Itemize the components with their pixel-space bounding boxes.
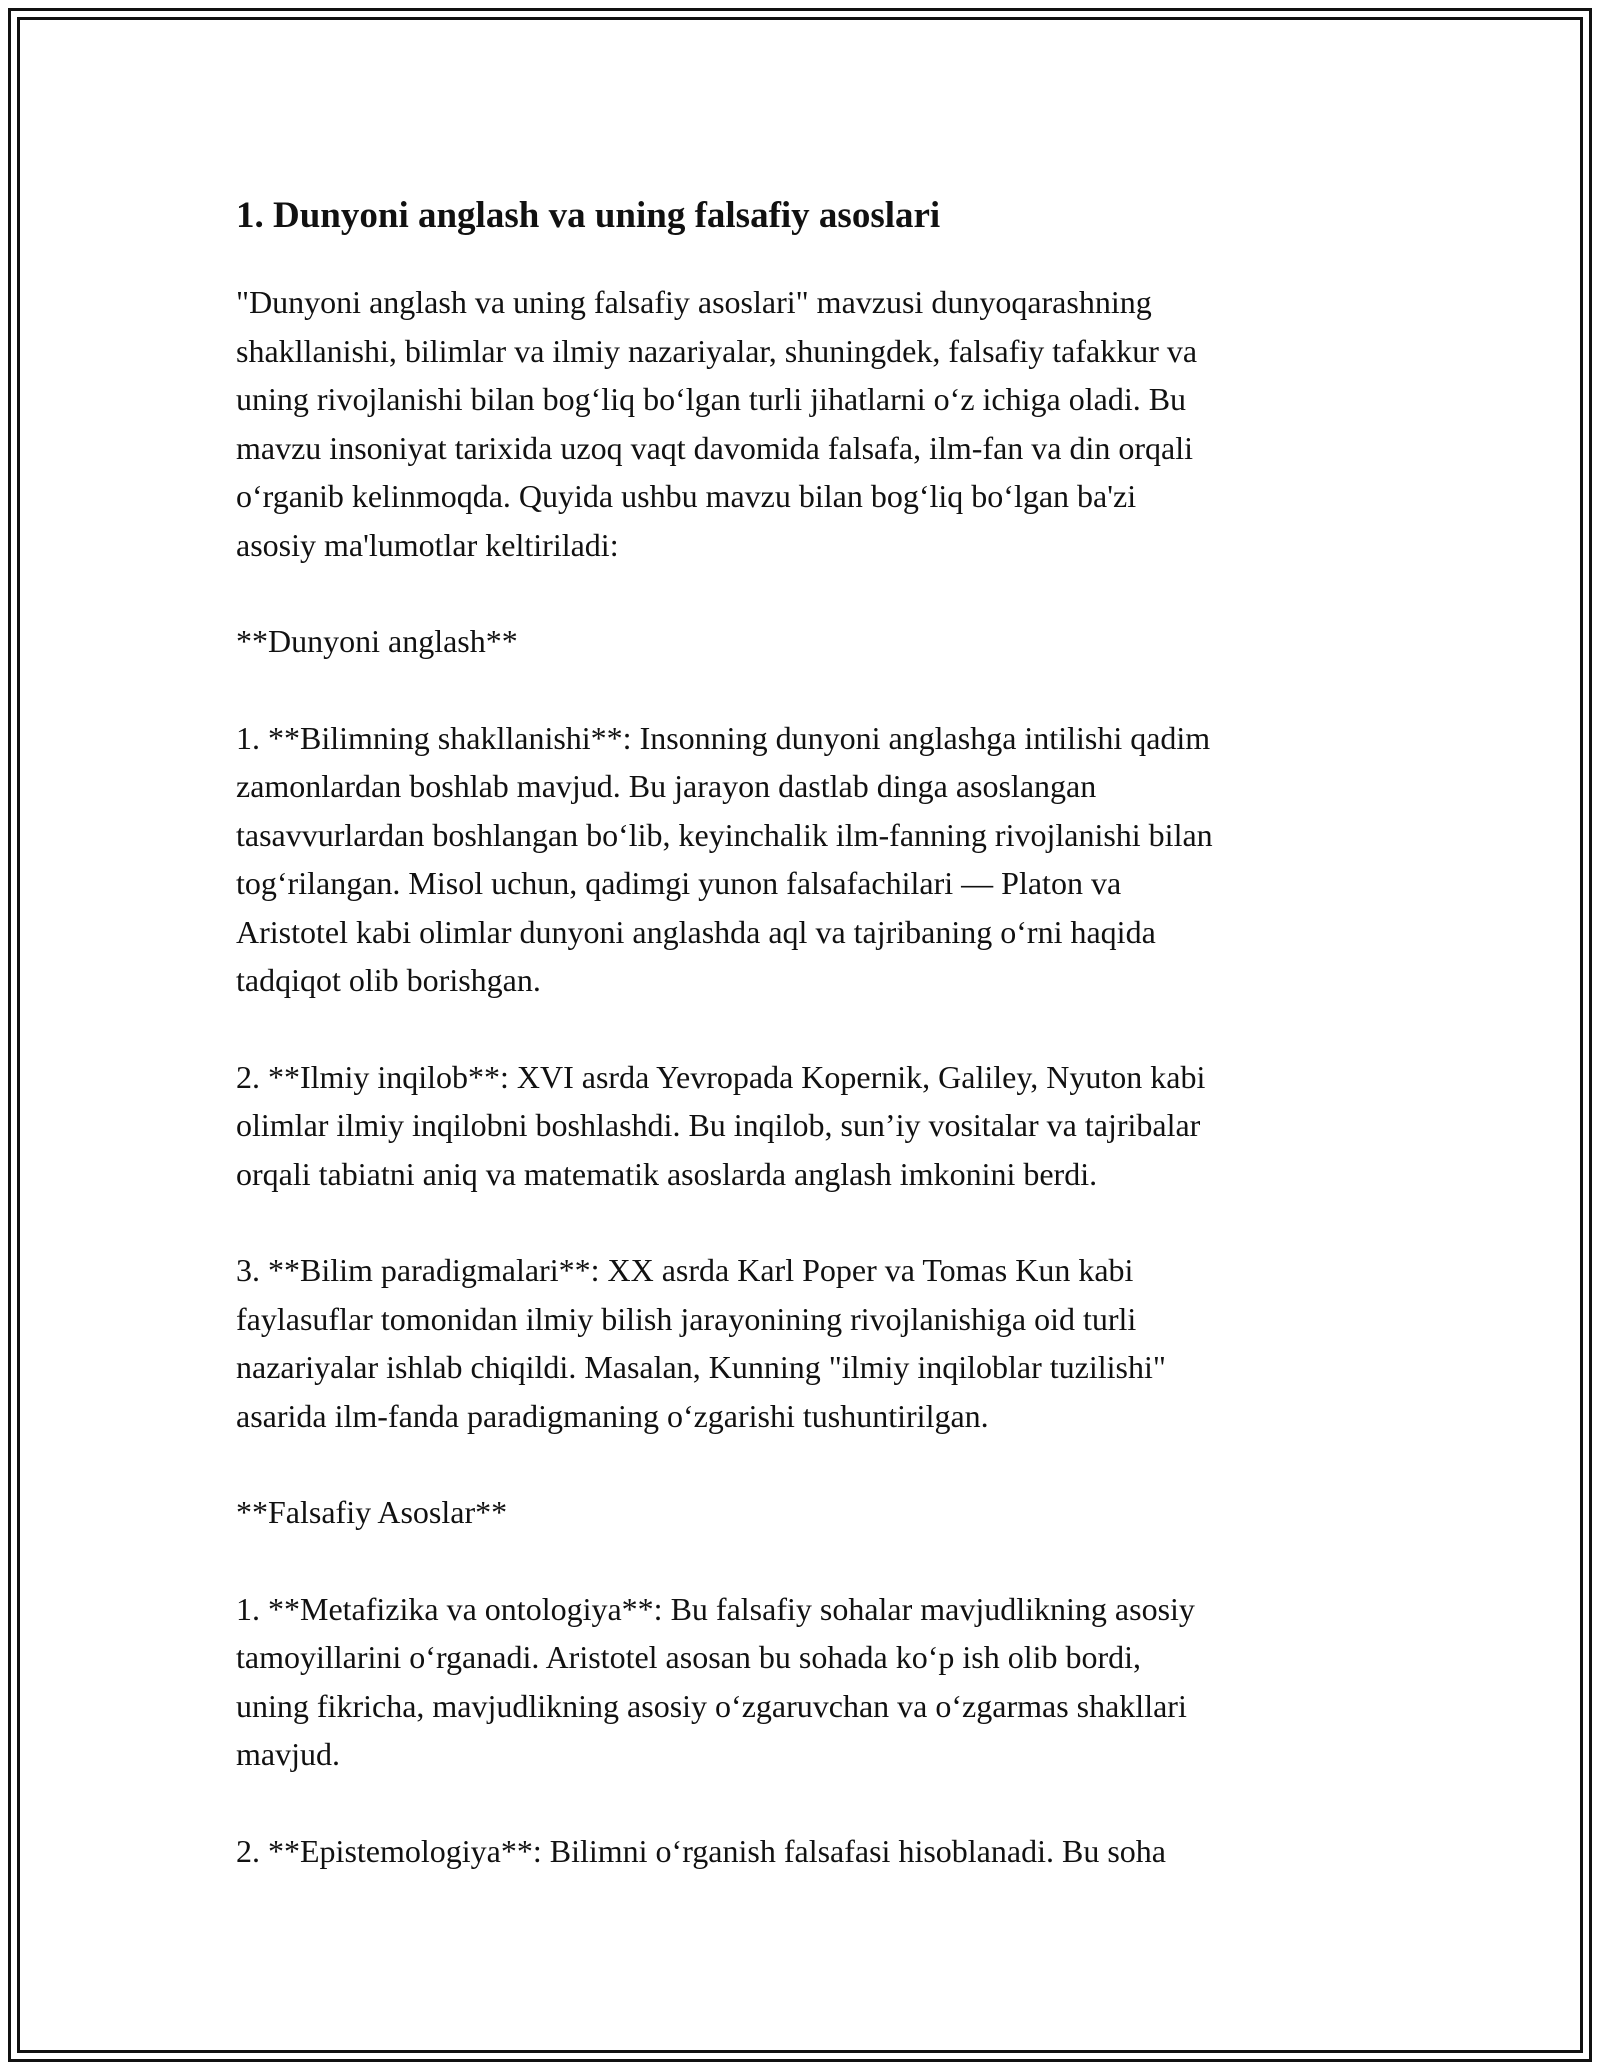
paragraph-bilimning-shakllanishi: 1. **Bilimning shakllanishi**: Insonning dunyoni anglashga intilishi qadim zamonlardan boshlab mavjud. Bu jarayon dastlab dinga asoslangan tasavvurlardan boshlangan bo‘lib, keyinchalik ilm-fanning rivojlanishi bilan tog‘rilangan. Misol uchun, qadimgi yunon falsafachilari — Platon va Aristotel kabi olimlar dunyoni anglashda aql va tajribaning o‘rni haqida tadqiqot olib borishgan. [236,719,1213,998]
document-title: 1. Dunyoni anglash va uning falsafiy asoslari [236,195,941,236]
paragraph-epistemologiya: 2. **Epistemologiya**: Bilimni o‘rganish falsafasi hisoblanadi. Bu soha [236,1832,1166,1869]
paragraph-metafizika-va-ontologiya: 1. **Metafizika va ontologiya**: Bu falsafiy sohalar mavjudlikning asosiy tamoyillarini o‘rganadi. Aristotel asosan bu sohada ko‘p ish olib bordi, uning fikricha, mavjudlikning asosiy o‘zgaruvchan va o‘zgarmas shakllari mavjud. [236,1590,1195,1772]
paragraph-bilim-paradigmalari: 3. **Bilim paradigmalari**: XX asrda Karl Poper va Tomas Kun kabi faylasuflar tomonidan ilmiy bilish jarayonining rivojlanishiga oid turli nazariyalar ishlab chiqildi. Masalan, Kunning "ilmiy inqiloblar tuzilishi" asarida ilm-fanda paradigmaning o‘zgarishi tushuntirilgan. [236,1252,1166,1434]
document-body [236,180,1376,1923]
section-heading-dunyoni-anglash: **Dunyoni anglash** [236,623,518,659]
section-heading-falsafiy-asoslar: **Falsafiy Asoslar** [236,1494,508,1530]
paragraph-ilmiy-inqilob: 2. **Ilmiy inqilob**: XVI asrda Yevropada Kopernik, Galiley, Nyuton kabi olimlar ilmiy inqilobni boshlashdi. Bu inqilob, sun’iy vositalar va tajribalar orqali tabiatni aniq va matematik asoslarda anglash imkonini berdi. [236,1058,1206,1192]
intro-paragraph: "Dunyoni anglash va uning falsafiy asoslari" mavzusi dunyoqarashning shakllanishi, bilimlar va ilmiy nazariyalar, shuningdek, falsafiy tafakkur va uning rivojlanishi bilan bog‘liq bo‘lgan turli jihatlarni o‘z ichiga oladi. Bu mavzu insoniyat tarixida uzoq vaqt davomida falsafa, ilm-fan va din orqali o‘rganib kelinmoqda. Quyida ushbu mavzu bilan bog‘liq bo‘lgan ba'zi asosiy ma'lumotlar keltiriladi: [236,284,1198,563]
